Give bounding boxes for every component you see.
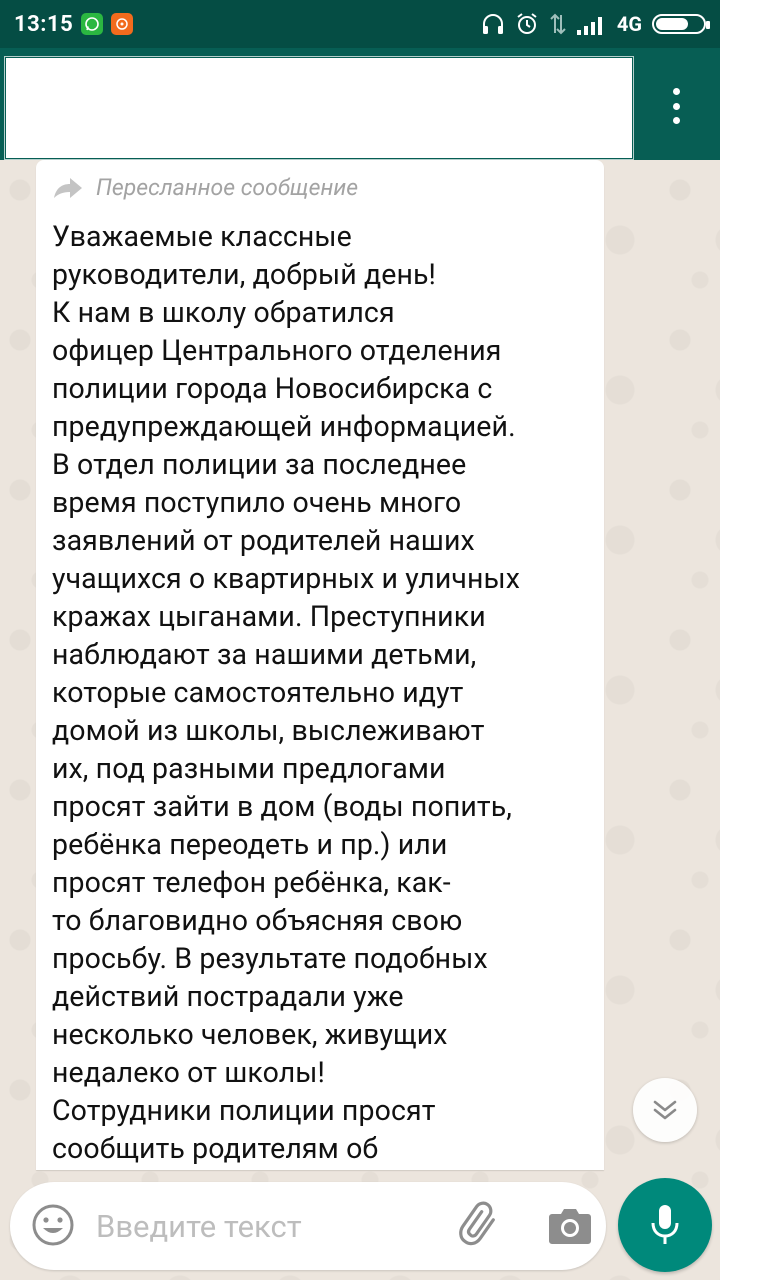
status-time: 13:15 [14,11,74,37]
message-bubble[interactable] [36,160,604,1170]
status-bar [0,0,720,48]
headphones-icon [481,13,505,35]
battery-icon [652,14,706,34]
whatsapp-notification-icon [81,13,103,35]
forwarded-label: Пересланное сообщение [96,174,359,201]
signal-icon [577,13,607,35]
battery-level [656,18,688,30]
more-vertical-icon[interactable] [660,84,692,128]
app-notification-icon [111,13,133,35]
redacted-chat-title[interactable] [6,58,632,158]
forward-arrow-icon [52,176,84,200]
network-type: 4G [616,12,642,36]
camera-icon[interactable] [548,1204,592,1246]
voice-message-button[interactable] [618,1178,712,1272]
data-transfer-icon [549,13,567,35]
forwarded-indicator [52,174,358,201]
alarm-icon [515,12,539,36]
double-chevron-down-icon [652,1099,678,1121]
microphone-icon [650,1203,680,1247]
scroll-to-bottom-button[interactable] [633,1078,697,1142]
message-composer [10,1182,606,1270]
status-right-group [481,12,706,36]
paperclip-icon[interactable] [456,1200,506,1250]
emoji-icon[interactable] [30,1202,76,1248]
message-text: Уважаемые классные руководители, добрый день! К нам в школу обратился офицер Центрального отделения полиции города Новосибирска с предупреждающей информацией. В отдел полиции за последнее время поступило очень много заявлений от родителей наших учащихся о квартирных и уличных кражах цыганами. Преступники наблюдают за нашими детьми, которые самостоятельно идут домой из школы, выслеживают их, под разными предлогами просят зайти в дом (воды попить, ребёнка переодеть и пр.) или просят телефон ребёнка, как- то благовидно объясняя свою просьбу. В результате подобных действий пострадали уже несколько человек, живущих недалеко от школы! Сотрудники полиции просят сообщить родителям об [52,220,521,1165]
message-input[interactable] [96,1204,416,1248]
